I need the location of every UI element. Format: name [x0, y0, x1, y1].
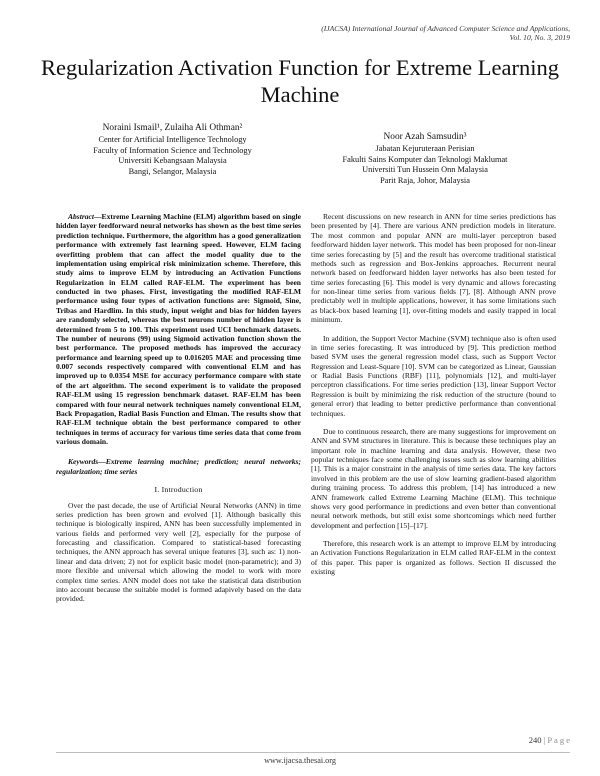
abstract	[56, 212, 301, 446]
journal-name: (IJACSA) International Journal of Advanced Computer Science and Applications,	[321, 24, 570, 33]
affiliation-line: Universiti Tun Hussein Onn Malaysia	[362, 165, 488, 175]
affiliation-line: Fakulti Sains Komputer dan Teknologi Maklumat	[342, 154, 508, 164]
author-block-right	[300, 131, 550, 186]
footer-url: www.ijacsa.thesai.org	[264, 756, 336, 765]
paragraph: Over the past decade, the use of Artificial Neural Networks (ANN) in time series prediction has been grown and evolved [1]. Although basically this technique is biologically inspired, ANN has been successfully implemented in various fields and performed very well [2], especially for the purpose of forecasting and classification. Compared to statistical-based forecasting techniques, the ANN approach has several unique features [3], such as: 1) non-linear and data driven; 2) not for explicit basic model (non-parametric); and 3) more flexible and universal which allowing the model to work with more complex time series. ANN model does not take the statistical data distribution into account because the suitable model is formed adapively based on the data provided.	[56, 500, 301, 604]
affiliation-line: Universiti Kebangsaan Malaysia	[118, 156, 227, 166]
page-number	[529, 735, 570, 745]
author-block-left	[50, 122, 295, 177]
abstract-text: —Extreme Learning Machine (ELM) algorithm based on single hidden layer feedforward neural networks has shown as the best time series prediction technique. Furthermore, the algorithm has a good generalization performance with extremely fast learning speed. However, ELM facing overfitting problem that can affect the model quality due to the implementation using empirical risk minimization scheme. Therefore, this study aims to improve ELM by introducing an Activation Functions Regularization in ELM called RAF-ELM. The experiment has been conducted in two phases. First, investigating the modified RAF-ELM performance using four types of activation functions are: Sigmoid, Sine, Tribas and Hardlim. In this study, input weight and bias for hidden layers are randomly selected, whereas the best neurons number of hidden layer is determined from 5 to 100. This experiment used UCI benchmark datasets. The number of neurons (99) using Sigmoid activation function shown the best performance. The proposed methods has improved the accuracy performance and learning speed up to 0.016205 MAE and processing time 0.007 seconds respectively compared with conventional ELM and has improved up to 0.0354 MSE for accuracy performance compare with state of the art algorithm. The second experiment is to validate the proposed RAF-ELM using 15 regression benchmark dataset. RAF-ELM has been compared with four neural network techniques namely conventional ELM, Back Propagation, Radial Basis Function and Elman. The results show that RAF-ELM technique obtain the best performance compared to other techniques in terms of accuracy for various time series data that come from various domain.	[56, 212, 301, 446]
page-label: P a g e	[547, 735, 570, 745]
author-names: Noraini Ismail¹, Zulaiha Ali Othman²	[102, 123, 243, 133]
page-number-value: 240	[528, 735, 542, 745]
affiliation-line: Jabatan Kejuruteraan Perisian	[375, 144, 475, 153]
abstract-label: Abstract	[68, 212, 94, 221]
paragraph: Recent discussions on new research in ANN for time series predictions has been presented by [4]. There are various ANN prediction models in literature. The most common and popular ANN are multi-layer perceptron based feedforward hidden layer network. This model has been proposed for non-linear time series forecasting by [5] and the result has overcome traditional statistical methods such as regression and Box-Jenkins approaches. Recurrent neural network based on feedforward hidden layer networks has also been tested for time series forecasting [6]. This model is very dynamic and allows forecasting for non-linear time series from various fields [7], [8]. Although ANN prove predictably well in multiple applications, however, it has some limitations such as black-box based learning [1], over-fitting models and easily trapped in local minimum.	[311, 212, 556, 325]
affiliation-line: Parit Raja, Johor, Malaysia	[380, 175, 470, 185]
journal-volume: Vol. 10, No. 3, 2019	[509, 33, 570, 43]
keywords: Keywords—Extreme learning machine; prediction; neural networks; regularization; time series	[56, 457, 301, 476]
paper-title: Regularization Activation Function for Extreme Learning Machine	[41, 55, 559, 107]
author-names: Noor Azah Samsudin³	[383, 132, 467, 142]
affiliation-line: Bangi, Selangor, Malaysia	[128, 166, 217, 176]
left-column	[56, 212, 301, 604]
affiliation-line: Center for Artificial Intelligence Technology	[98, 135, 247, 144]
section-heading: I. Introduction	[154, 485, 203, 495]
paragraph: Therefore, this research work is an attempt to improve ELM by introducing an Activation Functions Regularization in ELM called RAF-ELM in the context of this paper. This paper is organized as follows. Section II discussed the existing	[311, 539, 556, 577]
page-separator: |	[541, 735, 548, 745]
footer-divider	[56, 752, 570, 753]
paragraph: In addition, the Support Vector Machine (SVM) technique also is often used in time series forecasting. It was introduced by [9]. This prediction method based SVM uses the general regression model class, such as Support Vector Regression and Least-Square [10]. SVM can be categorized as Linear, Gaussian or Radial Basis Functions (RBF) [11], polynomials [12], and multi-layer perceptron classifications. For time series prediction [13], linear Support Vector Regression is built by minimizing the risk reduction of the structure (bound to general error) that leading to better predictive performance than conventional techniques.	[311, 333, 556, 418]
right-column	[311, 212, 556, 577]
paragraph: Due to continuous research, there are many suggestions for improvement on ANN and SVM structures in literature. This is because these techniques play an important role in machine learning and data analysis. However, these two popular techniques face some challenging issues such as slow learning abilities [1]. This is a major constraint in the analysis of time series data. The key factors involved in this problem are the use of slow learning gradient-based algorithm during training process. To address this problem, [14] has introduced a new ANN framework called Extreme Learning Machine (ELM). This technique shows very good performance in predictions and even better than conventional neural network methods, but still exist some shortcomings which need further development and perfection [15]–[17].	[311, 426, 556, 530]
affiliation-line: Faculty of Information Science and Technology	[93, 145, 252, 155]
running-header	[150, 24, 570, 43]
